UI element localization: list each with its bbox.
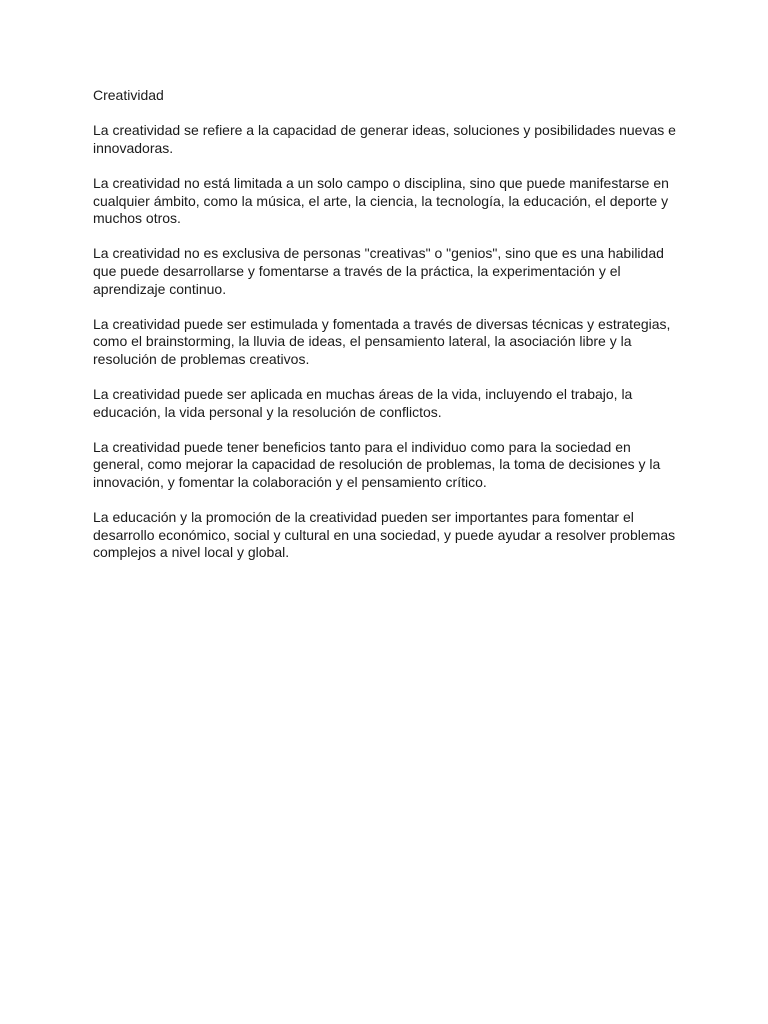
paragraph-4: La creatividad puede ser estimulada y fomentada a través de diversas técnicas y estrategias, como el brainstorming, la lluvia de ideas, el pensamiento lateral, la asociación libre y la resolución de problemas creativos.	[93, 315, 671, 367]
paragraph-7: La educación y la promoción de la creatividad pueden ser importantes para fomentar el desarrollo económico, social y cultural en una sociedad, y puede ayudar a resolver problemas complejos a nivel local y global.	[93, 509, 676, 561]
paragraph-6: La creatividad puede tener beneficios tanto para el individuo como para la sociedad en general, como mejorar la capacidad de resolución de problemas, la toma de decisiones y la innovación, y fomentar la colaboración y el pensamiento crítico.	[93, 438, 661, 491]
paragraph-5: La creatividad puede ser aplicada en muchas áreas de la vida, incluyendo el trabajo, la educación, la vida personal y la resolución de conflictos.	[93, 386, 633, 420]
document-body	[93, 87, 683, 580]
paragraph-3: La creatividad no es exclusiva de personas "creativas" o "genios", sino que es una habilidad que puede desarrollarse y fomentarse a través de la práctica, la experimentación y el aprendizaje continuo.	[93, 245, 664, 297]
paragraph-1: La creatividad se refiere a la capacidad de generar ideas, soluciones y posibilidades nuevas e innovadoras.	[93, 122, 676, 156]
paragraph-2: La creatividad no está limitada a un solo campo o disciplina, sino que puede manifestarse en cualquier ámbito, como la música, el arte, la ciencia, la tecnología, la educación, el deporte y muchos otros.	[93, 174, 669, 227]
document-title: Creatividad	[93, 87, 164, 103]
